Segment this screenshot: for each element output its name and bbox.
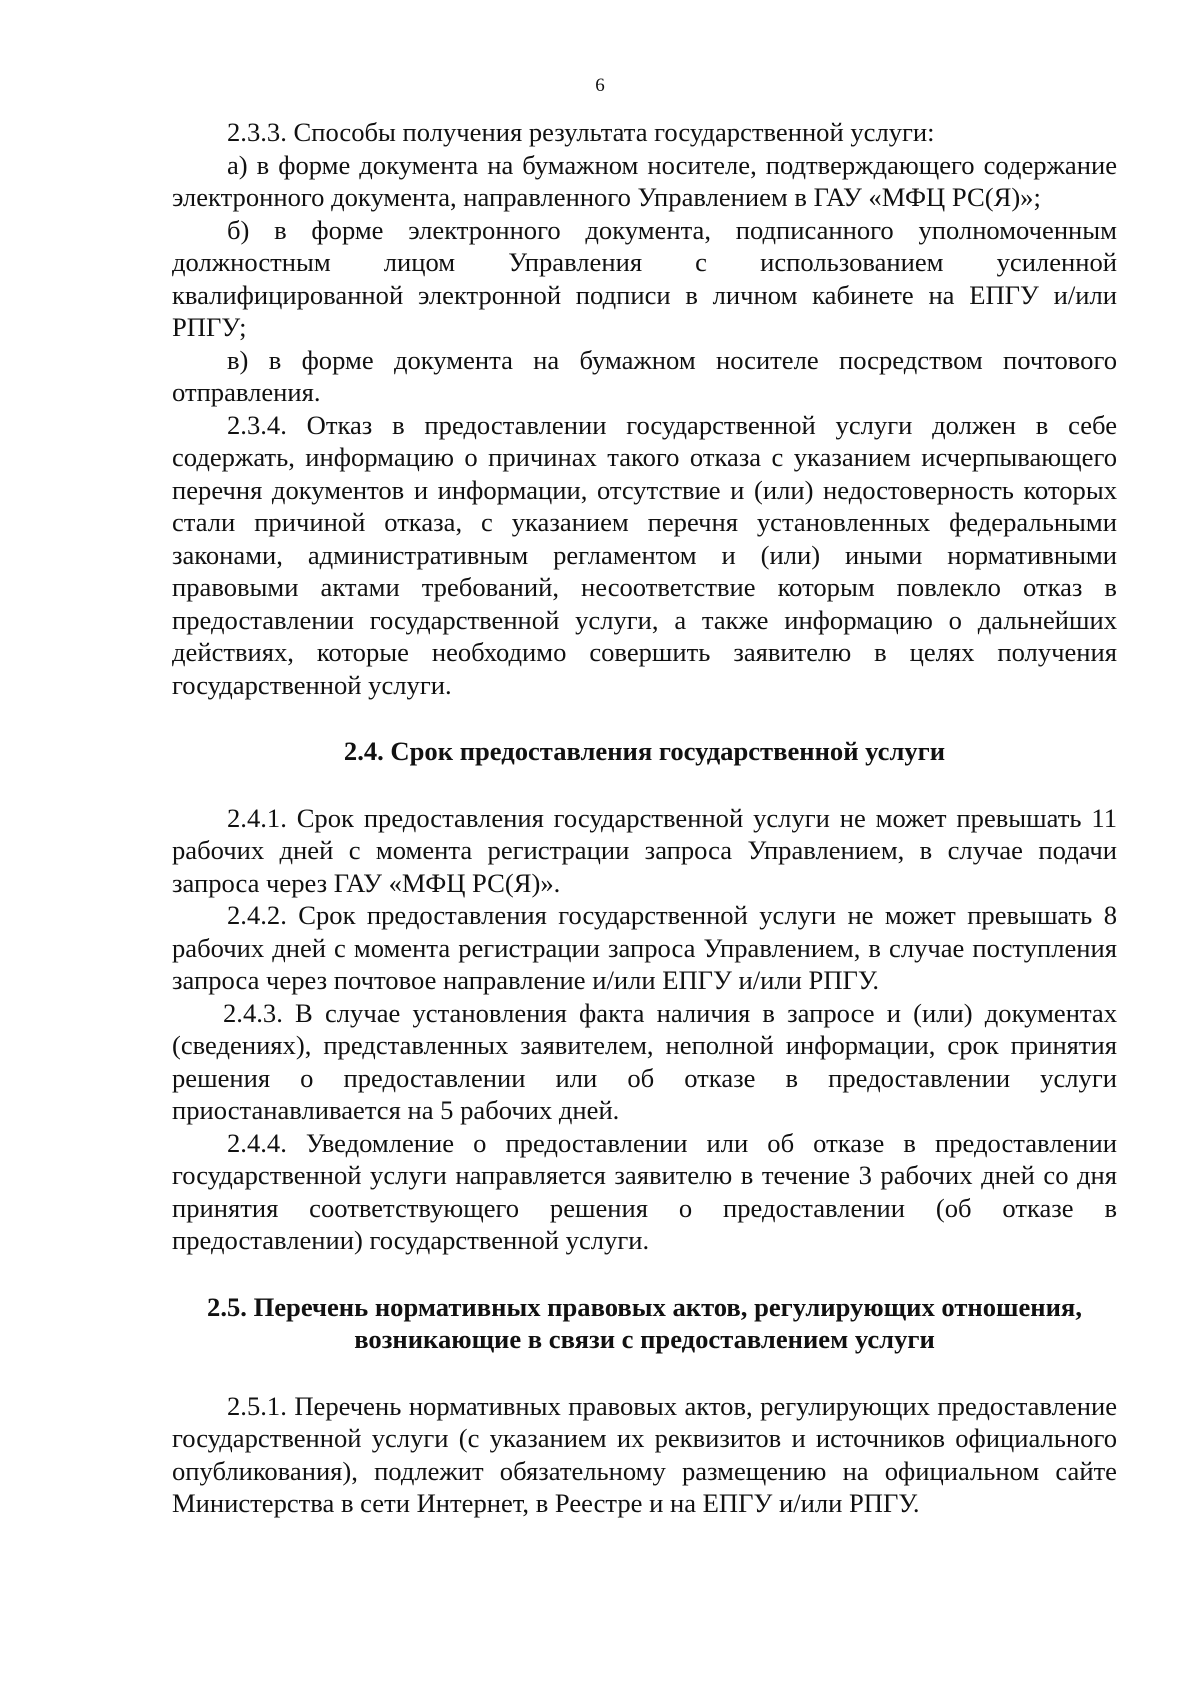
section-heading-2-4-block	[172, 735, 1117, 768]
paragraph-2-3-4: 2.3.4. Отказ в предоставлении государственной услуги должен в себе содержать, информацию о причинах такого отказа с указанием исчерпывающего перечня документов и информации, отсутствие и (или) недостоверность которых стали причиной отказа, с указанием перечня установленных федеральными законами, административным регламентом и (или) иными нормативными правовыми актами требований, несоответствие которым повлекло отказ в предоставлении государственной услуги, а также информацию о дальнейших действиях, которые необходимо совершить заявителю в целях получения государственной услуги.	[172, 409, 1117, 700]
section-heading-2-5-line2: возникающие в связи с предоставлением услуги	[354, 1324, 935, 1354]
paragraph-2-3-3-a: а) в форме документа на бумажном носителе, подтверждающего содержание электронного документа, направленного Управлением в ГАУ «МФЦ РС(Я)»;	[172, 149, 1117, 212]
section-heading-2-5-block	[172, 1291, 1117, 1356]
paragraph-2-4-3: 2.4.3. В случае установления факта наличия в запросе и (или) документах (сведениях), представленных заявителем, неполной информации, срок принятия решения о предоставлении или об отказе в предоставлении услуги приостанавливается на 5 рабочих дней.	[172, 997, 1117, 1125]
paragraph-2-3-3: 2.3.3. Способы получения результата государственной услуги:	[227, 117, 935, 147]
section-heading-2-4: 2.4. Срок предоставления государственной услуги	[343, 736, 946, 766]
paragraph-2-4-2: 2.4.2. Срок предоставления государственной услуги не может превышать 8 рабочих дней с момента регистрации запроса Управлением, в случае поступления запроса через почтовое направление и/или ЕПГУ и/или РПГУ.	[172, 900, 1117, 995]
paragraph-2-5-1: 2.5.1. Перечень нормативных правовых актов, регулирующих предоставление государственной услуги (с указанием их реквизитов и источников официального опубликования), подлежит обязательному размещению на официальном сайте Министерства в сети Интернет, в Реестре и на ЕПГУ и/или РПГУ.	[172, 1390, 1117, 1518]
paragraph-2-4-1: 2.4.1. Срок предоставления государственной услуги не может превышать 11 рабочих дней с момента регистрации запроса Управлением, в случае подачи запроса через ГАУ «МФЦ РС(Я)».	[172, 802, 1117, 898]
paragraph-2-3-3-b: б) в форме электронного документа, подписанного уполномоченным должностным лицом Управления с использованием усиленной квалифицированной электронной подписи в личном кабинете на ЕПГУ и/или РПГУ;	[172, 214, 1117, 342]
page-number: 6	[595, 75, 605, 96]
section-heading-2-5-line1: 2.5. Перечень нормативных правовых актов, регулирующих отношения,	[207, 1291, 1082, 1322]
paragraph-2-4-4: 2.4.4. Уведомление о предоставлении или об отказе в предоставлении государственной услуги направляется заявителю в течение 3 рабочих дней со дня принятия соответствующего решения о предоставлении (об отказе в предоставлении) государственной услуги.	[172, 1127, 1117, 1255]
page-body	[172, 116, 1117, 1520]
paragraph-2-3-3-v: в) в форме документа на бумажном носителе посредством почтового отправления.	[172, 344, 1117, 407]
